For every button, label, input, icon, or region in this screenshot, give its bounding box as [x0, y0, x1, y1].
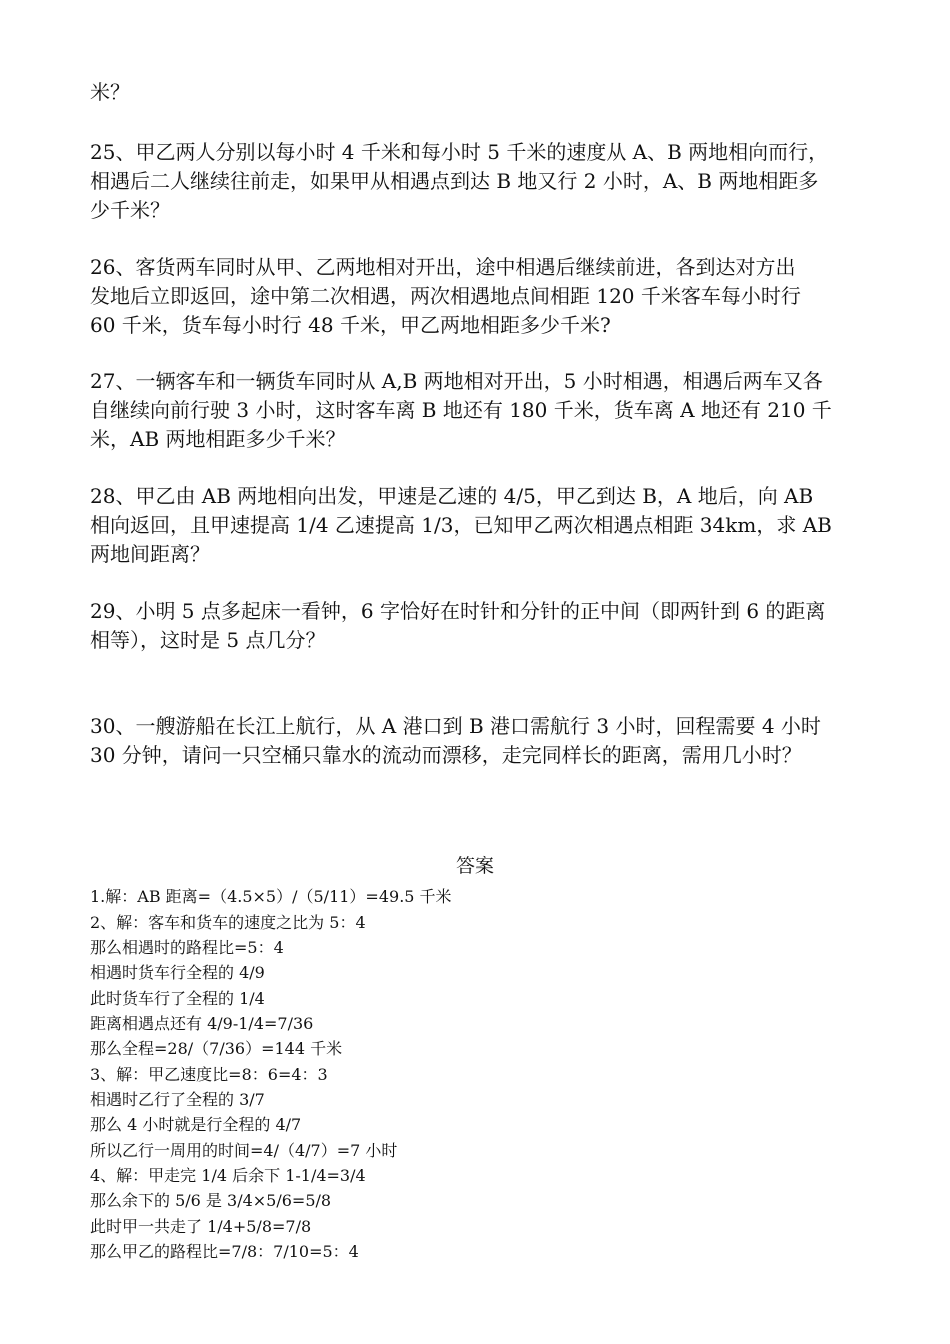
answer-line: 那么全程=28/（7/36）=144 千米	[90, 1039, 343, 1058]
continuation-text: 米？	[90, 80, 130, 104]
answer-line: 相遇时乙行了全程的 3/7	[90, 1090, 265, 1109]
answer-line: 那么甲乙的路程比=7/8：7/10=5：4	[90, 1242, 359, 1261]
question-line: 27、一辆客车和一辆货车同时从 A,B 两地相对开出，5 小时相遇，相遇后两车又各	[90, 369, 823, 393]
answer-line: 那么余下的 5/6 是 3/4×5/6=5/8	[90, 1191, 332, 1210]
answer-line: 相遇时货车行全程的 4/9	[90, 963, 265, 982]
question-line: 28、甲乙由 AB 两地相向出发，甲速是乙速的 4/5，甲乙到达 B，A 地后，向 AB	[90, 484, 814, 508]
question-line: 相遇后二人继续往前走，如果甲从相遇点到达 B 地又行 2 小时，A、B 两地相距多	[90, 169, 819, 193]
answer-line: 3、解：甲乙速度比=8：6=4：3	[90, 1065, 328, 1084]
answer-line: 那么相遇时的路程比=5：4	[90, 938, 284, 957]
question-line: 29、小明 5 点多起床一看钟，6 字恰好在时针和分针的正中间（即两针到 6 的距离	[90, 599, 826, 623]
answer-line: 此时货车行了全程的 1/4	[90, 989, 265, 1008]
question-line: 米，AB 两地相距多少千米？	[90, 427, 346, 451]
question-line: 发地后立即返回，途中第二次相遇，两次相遇地点间相距 120 千米客车每小时行	[90, 284, 801, 308]
question-line: 相等），这时是 5 点几分？	[90, 628, 326, 652]
question-line: 25、甲乙两人分别以每小时 4 千米和每小时 5 千米的速度从 A、B 两地相向而行，	[90, 140, 829, 164]
answer-line: 1.解：AB 距离=（4.5×5）/（5/11）=49.5 千米	[90, 887, 452, 906]
question-line: 60 千米，货车每小时行 48 千米，甲乙两地相距多少千米?	[90, 313, 611, 337]
question-line: 少千米？	[90, 198, 170, 222]
question-line: 相向返回，且甲速提高 1/4 乙速提高 1/3，已知甲乙两次相遇点相距 34km，求 AB	[90, 513, 832, 537]
answer-line: 2、解：客车和货车的速度之比为 5：4	[90, 913, 366, 932]
answers-title: 答案	[455, 855, 494, 877]
question-line: 两地间距离？	[90, 542, 210, 566]
answer-line: 所以乙行一周用的时间=4/（4/7）=7 小时	[90, 1141, 398, 1160]
question-line: 30、一艘游船在长江上航行，从 A 港口到 B 港口需航行 3 小时，回程需要 4 小时	[90, 714, 821, 738]
answer-line: 4、解：甲走完 1/4 后余下 1-1/4=3/4	[90, 1166, 366, 1185]
answer-line: 那么 4 小时就是行全程的 4/7	[90, 1115, 302, 1134]
question-line: 自继续向前行驶 3 小时，这时客车离 B 地还有 180 千米，货车离 A 地还有 210 千	[90, 398, 832, 422]
answer-line: 距离相遇点还有 4/9-1/4=7/36	[90, 1014, 314, 1033]
question-line: 26、客货两车同时从甲、乙两地相对开出，途中相遇后继续前进，各到达对方出	[90, 255, 796, 279]
answer-line: 此时甲一共走了 1/4+5/8=7/8	[90, 1217, 312, 1236]
question-line: 30 分钟，请问一只空桶只靠水的流动而漂移，走完同样长的距离，需用几小时？	[90, 743, 802, 767]
